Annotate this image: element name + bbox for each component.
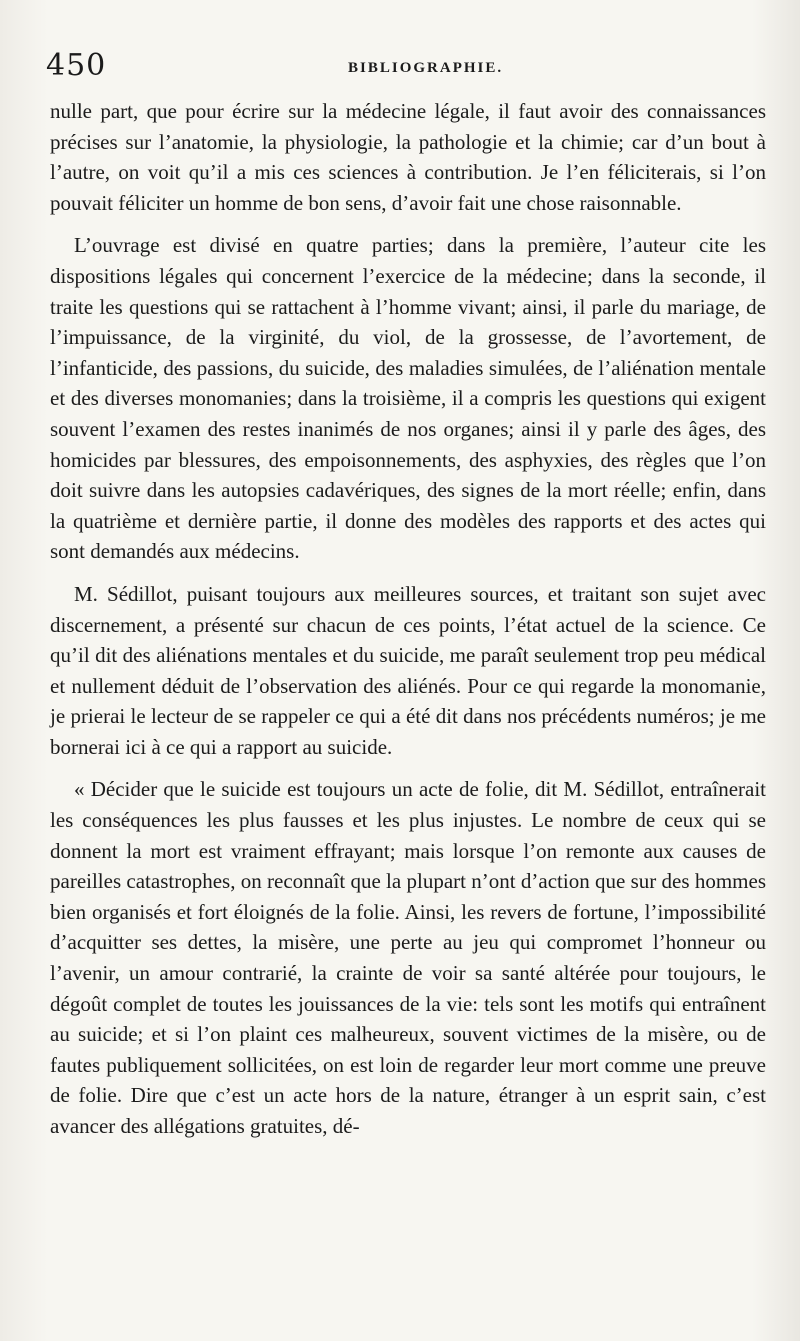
- paragraph: nulle part, que pour écrire sur la médecine légale, il faut avoir des connaissances précises sur l’anatomie, la physiologie, la pathologie et la chimie; car d’un bout à l’autre, on voit qu’il a mis ces sciences à contribution. Je l’en féliciterais, si l’on pouvait féliciter un homme de bon sens, d’avoir fait une chose raisonnable.: [50, 99, 766, 215]
- paragraph: M. Sédillot, puisant toujours aux meilleures sources, et traitant son sujet avec discernement, a présenté sur chacun de ces points, l’état actuel de la science. Ce qu’il dit des aliénations mentales et du suicide, me paraît seulement trop peu médical et nullement déduit de l’observation des aliénés. Pour ce qui regarde la monomanie, je prierai le lecteur de se rappeler ce qui a été dit dans nos précédents numéros; je me bornerai ici à ce qui a rapport au suicide.: [50, 581, 766, 759]
- page-number: 450: [46, 48, 107, 83]
- page-header: [46, 48, 766, 88]
- running-head: BIBLIOGRAPHIE.: [348, 60, 504, 76]
- paragraph: L’ouvrage est divisé en quatre parties; dans la première, l’auteur cite les dispositions légales qui concernent l’exercice de la médecine; dans la seconde, il traite les questions qui se rattachent à l’homme vivant; ainsi, il parle du mariage, de l’impuissance, de la virginité, du viol, de la grossesse, de l’avortement, de l’infanticide, des passions, du suicide, des maladies simulées, de l’aliénation mentale et des diverses monomanies; dans la troisième, il a compris les questions qui exigent souvent l’examen des restes inanimés de nos organes; ainsi il y parle des âges, des homicides par blessures, des empoisonnements, des asphyxies, des règles que l’on doit suivre dans les autopsies cadavériques, des signes de la mort réelle; enfin, dans la quatrième et dernière partie, il donne des modèles des rapports et des actes qui sont demandés aux médecins.: [50, 233, 766, 564]
- paragraph: « Décider que le suicide est toujours un acte de folie, dit M. Sédillot, entraînerait les conséquences les plus fausses et les plus injustes. Le nombre de ceux qui se donnent la mort est vraiment effrayant; mais lorsque l’on remonte aux causes de pareilles catastrophes, on reconnaît que la plupart n’ont d’action que sur des hommes bien organisés et fort éloignés de la folie. Ainsi, les revers de fortune, l’impossibilité d’acquitter ses dettes, la misère, une perte au jeu qui compromet l’honneur ou l’avenir, un amour contrarié, la crainte de voir sa santé altérée pour toujours, le dégoût complet de toutes les jouissances de la vie: tels sont les motifs qui entraînent au suicide; et si l’on plaint ces malheureux, souvent victimes de la misère, ou de fautes publiquement sollicitées, on est loin de regarder leur mort comme une preuve de folie. Dire que c’est un acte hors de la nature, étranger à un esprit sain, c’est avancer des allégations gratuites, dé-: [50, 777, 766, 1138]
- body-text: [50, 96, 766, 1154]
